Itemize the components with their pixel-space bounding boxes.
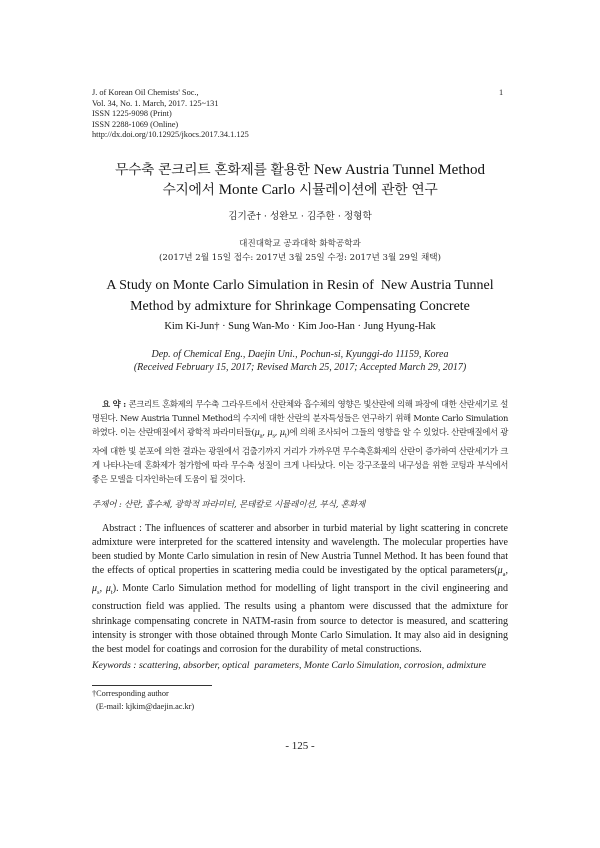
english-title-line2: Method by admixture for Shrinkage Compensating Concrete xyxy=(130,299,470,314)
footnote-corresponding: †Corresponding author xyxy=(92,689,169,698)
korean-abstract-text-b: )에 의해 조사되어 그들의 영향을 알 수 있었다. 산란매질에서 광자에 대한 빛 분포에 의한 결과는 광원에서 검출기까지 거리가 가까우면 무수축혼화제의 산란이 증가하여 산란세기가 크게 나타나는데 혼화제가 첨가함에 따라 무수축 성질이 크게 나타났다. 이는 강구조물의 내구성을 위한 코팅과 부식에서 좋은 모델을 디자인하는데 도움이 될 것이다. xyxy=(92,427,509,485)
korean-title-line2-ko-end: 시뮬레이션에 관한 연구 xyxy=(294,182,438,198)
header-volume: Vol. 34, No. 1. March, 2017. 125~131 xyxy=(92,98,219,108)
footnote-divider xyxy=(92,685,212,686)
korean-affiliation: 대진대학교 공과대학 화학공학과 xyxy=(239,239,361,249)
header-journal-name: J. of Korean Oil Chemists' Soc., xyxy=(92,88,199,97)
korean-dates: (2017년 2월 15일 접수: 2017년 3월 25일 수정: 2017년 3월 29일 채택) xyxy=(159,253,441,263)
english-abstract-text-b: ). Monte Carlo Simulation method for modelling of light transport in the civil engineering and construction field was applied. The results using a phantom were discussed that the admixture for shrinkage compensating concrete in NATM-rasin from source to detector is measured, and scattering intensity is stronger with those obtained through Monte Carlo Simulation. It may also aid in designing the best model for coatings and corrosion for the durability of metal constructions. xyxy=(92,583,509,655)
korean-abstract: 요 약 : 콘크리트 혼화제의 무수축 그라우트에서 산란체와 흡수체의 영향은 빛산란에 의해 파장에 대한 산란세기로 설명된다. New Austria Tunnel Method의 수지에 대한 산란의 분자특성들은 연구하기 위해 Monte Carlo Simulation하였다. 이는 산란매질에서 광학적 파라미터들($\mu_a$, $\mu_s$, $\mu_t$)에 의해 조사되어 그들의 영향을 알 수 있었다. 산란매질에서 광자에 대한 빛 분포에 의한 결과는 광원에서 검출기까지 거리가 가까우면 무수축혼화제의 산란이 증가하여 산란세기가 크게 나타나는데 혼화제가 첨가함에 따라 무수축 성질이 크게 나타났다. 이는 강구조물의 내구성을 위한 코팅과 부식에서 좋은 모델을 디자인하는데 도움이 될 것이다. xyxy=(92,399,509,485)
header-issn-online: ISSN 2288-1069 (Online) xyxy=(92,119,179,129)
korean-title-line1-ko: 무수축 콘크리트 혼화제를 활용한 xyxy=(115,162,314,178)
mu-t-subscript: t xyxy=(284,433,287,440)
korean-authors: 김기준† · 성완모 · 김주한 · 정형학 xyxy=(228,211,372,222)
mu-t-symbol: μ xyxy=(279,427,285,438)
english-affiliation: Dep. of Chemical Eng., Daejin Uni., Pochun-si, Kyunggi-do 11159, Korea xyxy=(151,349,449,360)
korean-title-line2 xyxy=(60,180,540,200)
korean-title-line2-en: Monte Carlo xyxy=(218,182,295,198)
english-affiliation-block xyxy=(60,348,540,374)
english-abstract-text-a: : The influences of scatterer and absorber in turbid material by light scattering in concrete admixture were interpreted for the scattered intensity and wavelength. The molecular properties have been studied by Monte Carlo simulation in resin of New Austria Tunnel Method. It has been found that the effects of optical properties in scattering media could be investigated by the optical parameters( xyxy=(92,523,508,577)
mu-s-subscript: s xyxy=(272,433,275,440)
korean-title-line1 xyxy=(60,160,540,180)
english-keywords: Keywords : scattering, absorber, optical parameters, Monte Carlo Simulation, corrosion, admixture xyxy=(92,660,487,671)
page-footer-number: - 125 - xyxy=(285,740,315,752)
korean-abstract-label: 요 약 : xyxy=(102,399,126,409)
mu-t-symbol: μ xyxy=(105,583,111,595)
footnote xyxy=(92,688,194,713)
english-abstract: Abstract : The influences of scatterer and absorber in turbid material by light scattering in concrete admixture were interpreted for the scattered intensity and wavelength. The molecular properties have been studied by Monte Carlo simulation in resin of New Austria Tunnel Method. It has been found that the effects of optical properties in scattering media could be investigated by the optical $parameters(\mu_a$, $\mu_s$, $\mu_t$). Monte Carlo Simulation method for modelling of light transport in the civil engineering and construction field was applied. The results using a phantom were discussed that the admixture for shrinkage compensating concrete in NATM-rasin from source to detector is measured, and scattering intensity is stronger with those obtained through Monte Carlo Simulation. It may also aid in designing the best model for coatings and corrosion for the durability of metal constructions. xyxy=(92,523,509,655)
footnote-email[interactable]: (E-mail: kjkim@daejin.ac.kr) xyxy=(96,701,195,711)
header-page-number: 1 xyxy=(499,88,504,97)
english-title xyxy=(60,275,540,317)
mu-t-subscript: t xyxy=(110,589,113,597)
mu-s-symbol: μ xyxy=(267,427,273,438)
mu-a-subscript: a xyxy=(259,433,263,440)
mu-s-subscript: s xyxy=(97,589,100,597)
english-abstract-label: Abstract xyxy=(102,523,136,534)
mu-a-subscript: a xyxy=(502,571,506,579)
english-dates: (Received February 15, 2017; Revised March 25, 2017; Accepted March 29, 2017) xyxy=(133,362,467,373)
english-authors: Kim Ki-Jun† · Sung Wan-Mo · Kim Joo-Han · Jung Hyung-Hak xyxy=(164,321,436,332)
english-title-line1: A Study on Monte Carlo Simulation in Resin of New Austria Tunnel xyxy=(106,278,494,293)
korean-title xyxy=(60,160,540,200)
korean-abstract-text-a: 콘크리트 혼화제의 무수축 그라우트에서 산란체와 흡수체의 영향은 빛산란에 의해 파장에 대한 산란세기로 설명된다. New Austria Tunnel Method의 수지에 대한 산란의 분자특성들은 연구하기 위해 Monte Carlo Simulation하였다. 이는 산란매질에서 광학적 파라미터들( xyxy=(92,399,509,438)
korean-title-line1-en: New Austria Tunnel Method xyxy=(313,162,485,178)
korean-title-line2-ko: 수지에서 xyxy=(162,182,219,198)
korean-keywords: 주제어 : 산란, 흡수체, 광학적 파라미터, 몬테칼로 시뮬레이션, 부식, 혼화제 xyxy=(92,500,366,510)
mu-a-symbol: μ xyxy=(497,565,503,577)
korean-affiliation-block xyxy=(60,237,540,265)
header-issn-print: ISSN 1225-9098 (Print) xyxy=(92,109,172,119)
header-doi-link[interactable]: http://dx.doi.org/10.12925/jkocs.2017.34.1.125 xyxy=(92,130,249,140)
mu-a-symbol: μ xyxy=(254,427,260,438)
journal-header xyxy=(92,88,249,141)
mu-s-symbol: μ xyxy=(92,583,98,595)
